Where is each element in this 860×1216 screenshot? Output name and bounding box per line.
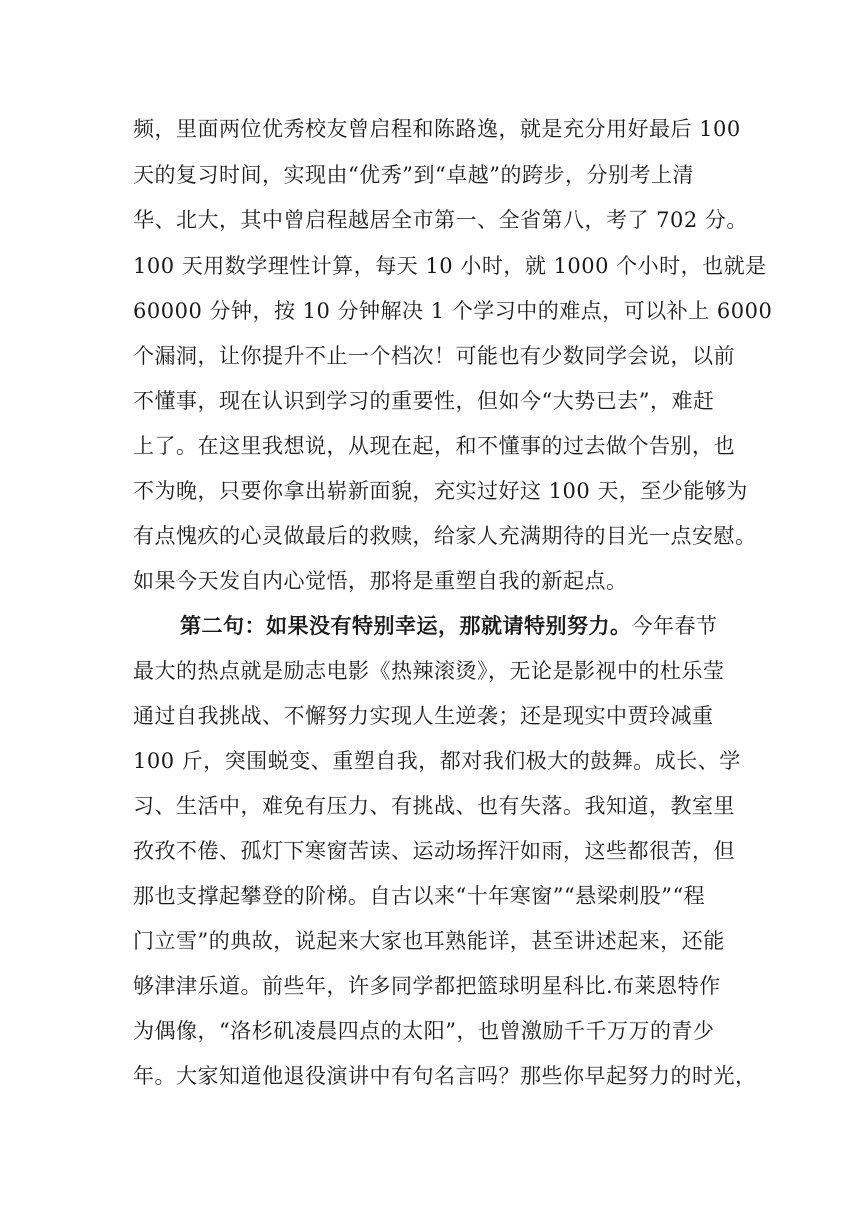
text-line: 如果今天发自内心觉悟，那将是重塑自我的新起点。 <box>133 569 628 593</box>
text-line: 那也支撑起攀登的阶梯。自古以来“十年寒窗”“悬梁刺股”“程 <box>133 884 706 908</box>
text-line: 为偶像，“洛杉矶凌晨四点的太阳”，也曾激励千千万万的青少 <box>133 1019 715 1043</box>
text-line: 100 天用数学理性计算，每天 10 小时，就 1000 个小时，也就是 <box>133 254 767 278</box>
text-line: 孜孜不倦、孤灯下寒窗苦读、运动场挥汗如雨，这些都很苦，但 <box>133 839 735 863</box>
text-line: 天的复习时间，实现由“优秀”到“卓越”的跨步，分别考上清 <box>133 163 694 187</box>
text-line: 华、北大，其中曾启程越居全市第一、全省第八，考了 702 分。 <box>133 208 748 232</box>
text-line: 有点愧疚的心灵做最后的救赎，给家人充满期待的目光一点安慰。 <box>133 524 757 548</box>
text-line: 100 斤，突围蜕变、重塑自我，都对我们极大的鼓舞。成长、学 <box>133 749 741 773</box>
text-segment: 今年春节 <box>631 614 718 638</box>
text-line: 频，里面两位优秀校友曾启程和陈路逸，就是充分用好最后 100 <box>133 117 741 141</box>
text-line: 不为晚，只要你拿出崭新面貌，充实过好这 100 天，至少能够为 <box>133 479 748 503</box>
text-line: 通过自我挑战、不懈努力实现人生逆袭；还是现实中贾玲减重 <box>133 704 714 728</box>
text-line: 个漏洞，让你提升不止一个档次！可能也有少数同学会说，以前 <box>133 344 735 368</box>
paragraph-heading: 第二句：如果没有特别幸运，那就请特别努力。 <box>180 613 632 638</box>
text-line: 60000 分钟，按 10 分钟解决 1 个学习中的难点，可以补上 6000 <box>133 299 773 323</box>
text-line: 上了。在这里我想说，从现在起，和不懂事的过去做个告别，也 <box>133 434 735 458</box>
text-line: 够津津乐道。前些年，许多同学都把篮球明星科比.布莱恩特作 <box>133 974 721 998</box>
text-line: 最大的热点就是励志电影《热辣滚烫》，无论是影视中的杜乐莹 <box>133 659 725 683</box>
paragraph-2-first-line <box>180 611 718 641</box>
text-line: 年。大家知道他退役演讲中有句名言吗？那些你早起努力的时光， <box>133 1064 757 1088</box>
text-line: 门立雪”的典故，说起来大家也耳熟能详，甚至讲述起来，还能 <box>133 929 725 953</box>
text-line: 习、生活中，难免有压力、有挑战、也有失落。我知道，教室里 <box>133 794 735 818</box>
text-line: 不懂事，现在认识到学习的重要性，但如今“大势已去”，难赶 <box>133 389 715 413</box>
